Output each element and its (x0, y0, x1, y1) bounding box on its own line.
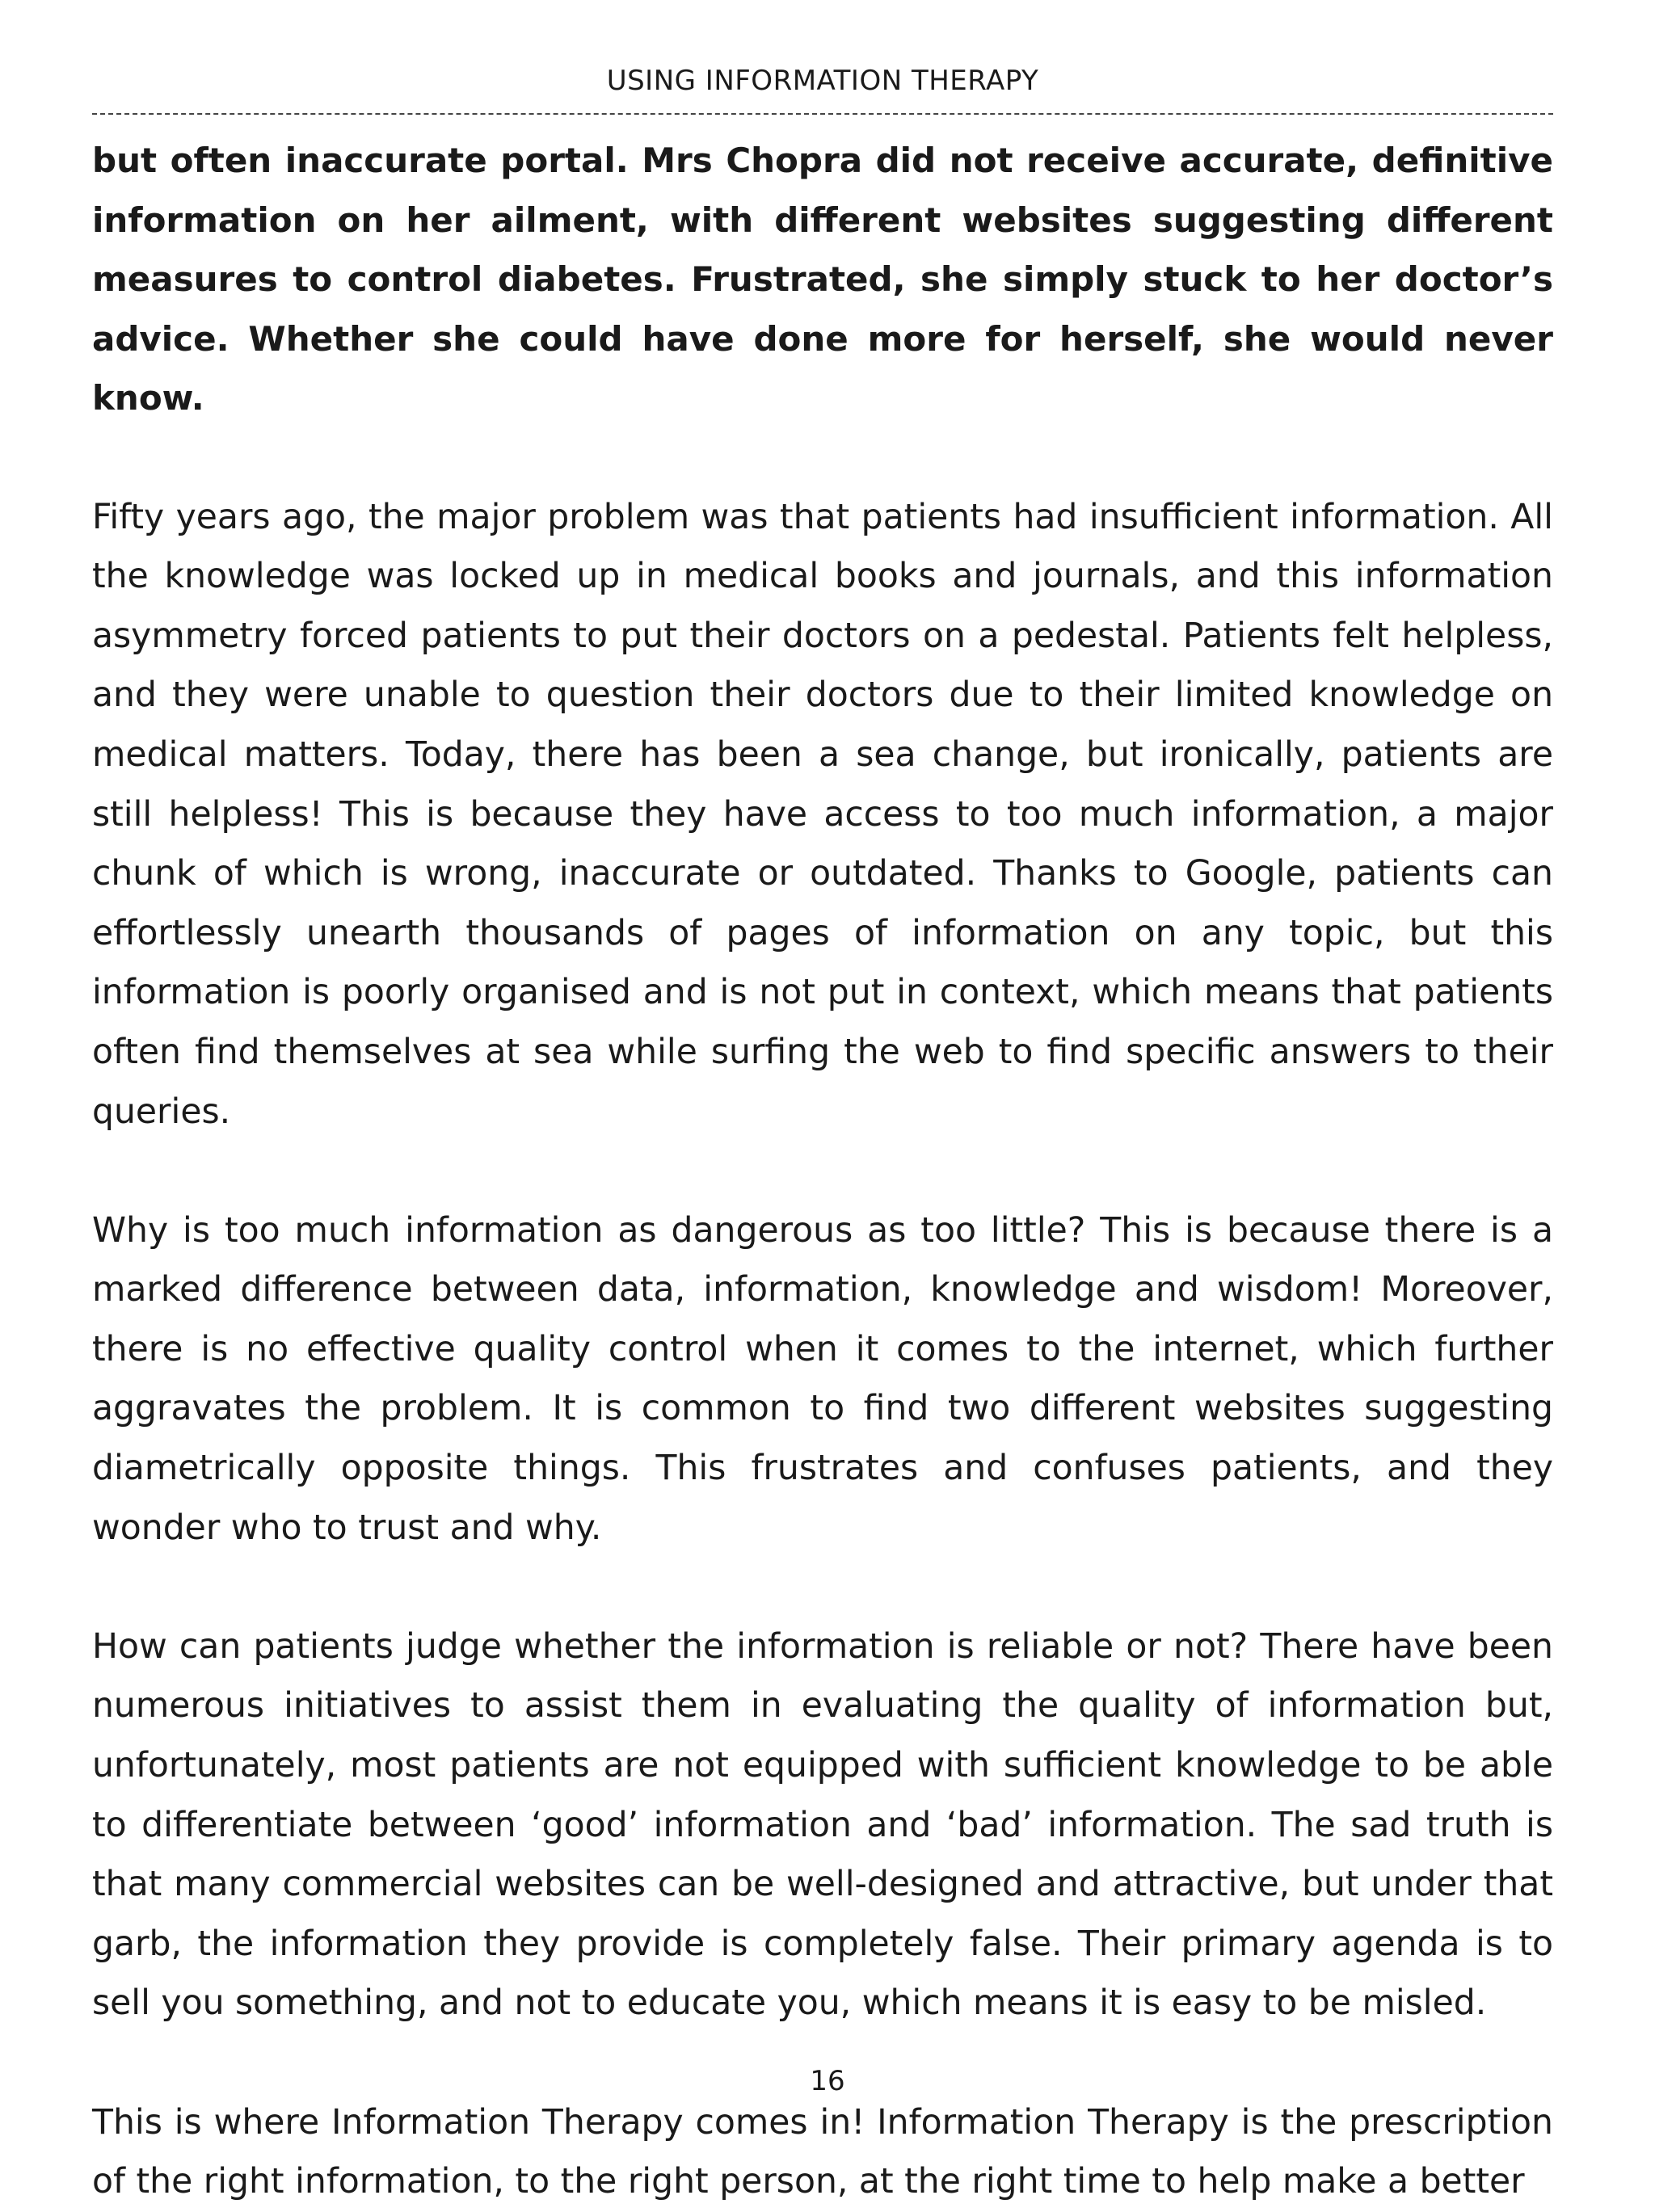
paragraph-too-much-information: Why is too much information as dangerous as too little? This is because there is a marked difference between data, information, knowledge and wisdom! Moreover, there is no effective quality control when it comes to the internet, which further aggravates the problem. It is common to find two different websites suggesting diametrically opposite things. This frustrates and confuses patients, and they wonder who to trust and why. (92, 1210, 1553, 1548)
page-number: 16 (810, 2065, 845, 2097)
page-body (92, 131, 1553, 2212)
paragraph-information-asymmetry: Fifty years ago, the major problem was that patients had insufficient information. All the knowledge was locked up in medical books and journals, and this information asymmetry forced patients to put their doctors on a pedestal. Patients felt helpless, and they were unable to question their doctors due to their limited knowledge on medical matters. Today, there has been a sea change, but ironically, patients are still helpless! This is because they have access to too much information, a major chunk of which is wrong, inaccurate or outdated. Thanks to Google, patients can effortlessly unearth thousands of pages of information on any topic, but this information is poorly organised and is not put in context, which means that patients often find themselves at sea while surfing the web to find specific answers to their queries. (92, 497, 1553, 1132)
header-divider (92, 113, 1553, 115)
paragraph-continued-bold: but often inaccurate portal. Mrs Chopra did not receive accurate, definitive information on her ailment, with different websites suggesting different measures to control diabetes. Frustrated, she simply stuck to her doctor’s advice. Whether she could have done more for herself, she would never know. (92, 141, 1553, 418)
paragraph-information-therapy: This is where Information Therapy comes in! Information Therapy is the prescription of the right information, to the right person, at the right time to help make a better (92, 2102, 1553, 2202)
running-header: USING INFORMATION THERAPY (606, 65, 1039, 97)
paragraph-judging-reliability: How can patients judge whether the information is reliable or not? There have been numerous initiatives to assist them in evaluating the quality of information but, unfortunately, most patients are not equipped with sufficient knowledge to be able to differentiate between ‘good’ information and ‘bad’ information. The sad truth is that many commercial websites can be well-designed and attractive, but under that garb, the information they provide is completely false. Their primary agenda is to sell you something, and not to educate you, which means it is easy to be misled. (92, 1626, 1553, 2024)
